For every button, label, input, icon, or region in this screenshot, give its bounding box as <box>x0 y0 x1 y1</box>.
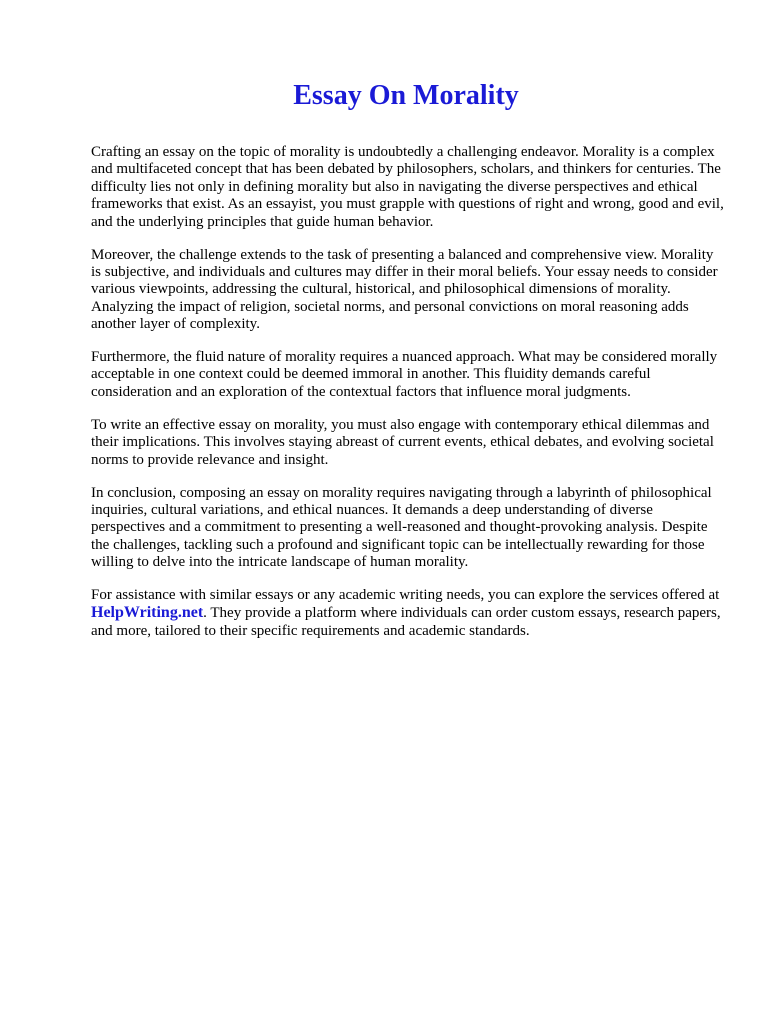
page-title: Essay On Morality <box>293 80 519 111</box>
paragraph-3: Furthermore, the fluid nature of morality requires a nuanced approach. What may be considered morally acceptable in one context could be deemed immoral in another. This fluidity demands careful consideration and an exploration of the contextual factors that influence moral judgments. <box>91 349 718 400</box>
helpwriting-link[interactable]: HelpWriting.net <box>91 604 204 622</box>
closing-text-after-link: . They provide a platform where individuals can order custom essays, research papers, and more, tailored to their specific requirements and academic standards. <box>91 605 721 639</box>
closing-text-before-link: For assistance with similar essays or any academic writing needs, you can explore the services offered at <box>91 587 720 604</box>
paragraph-5: In conclusion, composing an essay on morality requires navigating through a labyrinth of philosophical inquiries, cultural variations, and ethical nuances. It demands a deep understanding of diverse perspectives and a commitment to presenting a well-reasoned and thought-provoking analysis. Despite the challenges, tackling such a profound and significant topic can be intellectually rewarding for those willing to delve into the intricate landscape of human morality. <box>91 484 712 571</box>
paragraph-2: Moreover, the challenge extends to the task of presenting a balanced and comprehensive view. Morality is subjective, and individuals and cultures may differ in their moral beliefs. Your essay needs to consider various viewpoints, addressing the cultural, historical, and philosophical dimensions of morality. Analyzing the impact of religion, societal norms, and personal convictions on moral reasoning adds another layer of complexity. <box>91 246 718 333</box>
paragraph-4: To write an effective essay on morality, you must also engage with contemporary ethical dilemmas and their implications. This involves staying abreast of current events, ethical debates, and evolving societal norms to provide relevance and insight. <box>91 416 714 468</box>
paragraph-1: Crafting an essay on the topic of morality is undoubtedly a challenging endeavor. Morality is a complex and multifaceted concept that has been debated by philosophers, scholars, and thinkers for centuries. The difficulty lies not only in defining morality but also in navigating the diverse perspectives and ethical frameworks that exist. As an essayist, you must grapple with questions of right and wrong, good and evil, and the underlying principles that guide human behavior. <box>91 144 724 230</box>
closing-paragraph <box>91 587 726 640</box>
essay-body <box>91 144 726 656</box>
